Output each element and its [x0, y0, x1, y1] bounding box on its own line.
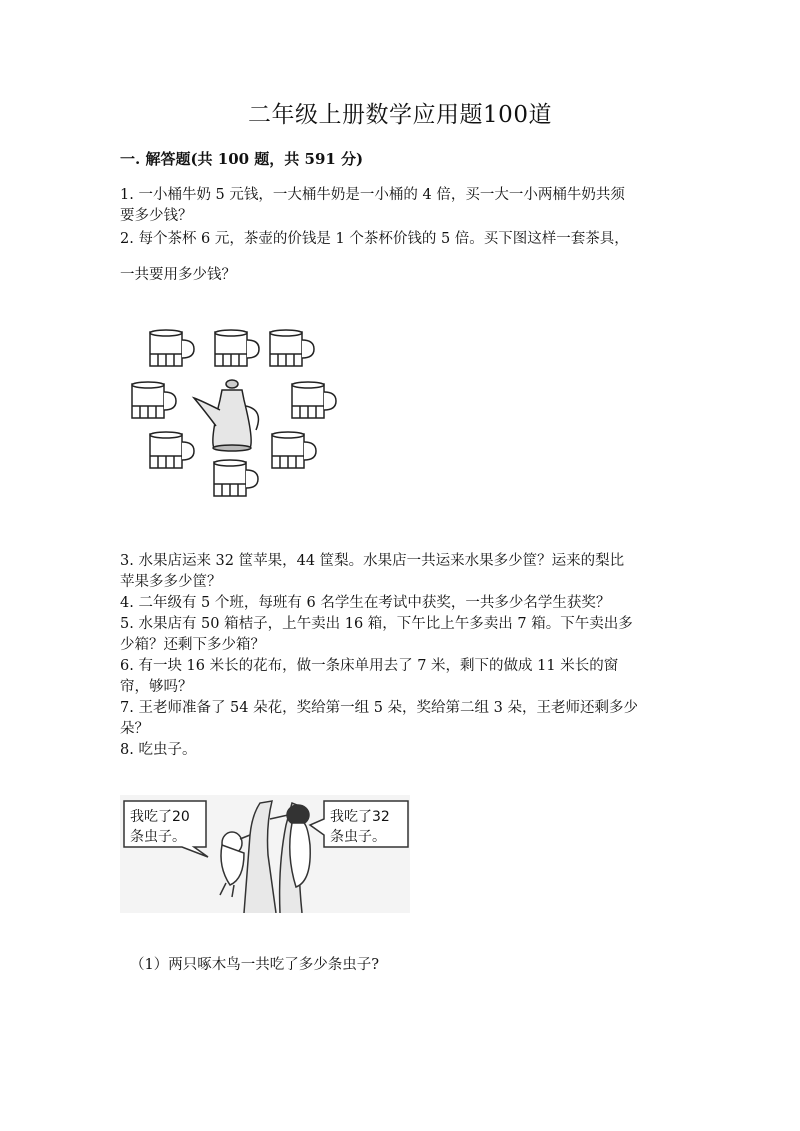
question-line: （1）两只啄木鸟一共吃了多少条虫子? — [130, 957, 379, 973]
question-line: 5. 水果店有 50 箱桔子，上午卖出 16 箱，下午比上午多卖出 7 箱。下午卖出多 — [120, 616, 633, 632]
teacup-icon — [292, 382, 336, 418]
question-line: 6. 有一块 16 米长的花布，做一条床单用去了 7 米，剩下的做成 11 米长的窗 — [120, 658, 619, 674]
teacup-icon — [150, 432, 194, 468]
bubble-left-line-2: 条虫子。 — [130, 829, 186, 845]
question-line: 7. 王老师准备了 54 朵花，奖给第一组 5 朵，奖给第二组 3 朵，王老师还剩多少 — [120, 700, 638, 716]
tea-set-figure — [120, 322, 350, 512]
teacup-icon — [270, 330, 314, 366]
teacup-icon — [150, 330, 194, 366]
question-line: 4. 二年级有 5 个班，每班有 6 名学生在考试中获奖，一共多少名学生获奖？ — [120, 595, 611, 611]
question-line: 要多少钱？ — [120, 208, 193, 224]
question-2-continued — [120, 265, 690, 286]
question-line: 2. 每个茶杯 6 元，茶壶的价钱是 1 个茶杯价钱的 5 倍。买下图这样一套茶具， — [120, 231, 629, 247]
question-2 — [120, 229, 690, 250]
teapot-icon — [194, 380, 258, 451]
bubble-left-line-1: 我吃了20 — [130, 809, 190, 825]
bubble-right-line-1: 我吃了32 — [330, 809, 390, 825]
bubble-right-line-2: 条虫子。 — [330, 829, 386, 845]
woodpecker-figure — [120, 795, 410, 913]
teacup-icon — [272, 432, 316, 468]
section-heading: 一. 解答题(共 100 题，共 591 分) — [120, 150, 364, 168]
question-line: 1. 一小桶牛奶 5 元钱，一大桶牛奶是一小桶的 4 倍，买一大一小两桶牛奶共须 — [120, 187, 625, 203]
teacup-icon — [214, 460, 258, 496]
question-line: 一共要用多少钱？ — [120, 267, 236, 283]
question-line: 苹果多多少筐？ — [120, 574, 222, 590]
question-line: 朵？ — [120, 721, 149, 737]
question-line: 少箱？还剩下多少箱？ — [120, 637, 265, 653]
teacup-icon — [215, 330, 259, 366]
question-line: 帘，够吗？ — [120, 679, 193, 695]
teacup-icon — [132, 382, 176, 418]
question-list — [120, 551, 690, 761]
question-line: 8. 吃虫子。 — [120, 742, 197, 758]
question-line: 3. 水果店运来 32 筐苹果，44 筐梨。水果店一共运来水果多少筐？运来的梨比 — [120, 553, 625, 569]
question-1 — [120, 185, 690, 227]
page-title: 二年级上册数学应用题100道 — [248, 102, 552, 128]
sub-question-1 — [130, 955, 700, 976]
